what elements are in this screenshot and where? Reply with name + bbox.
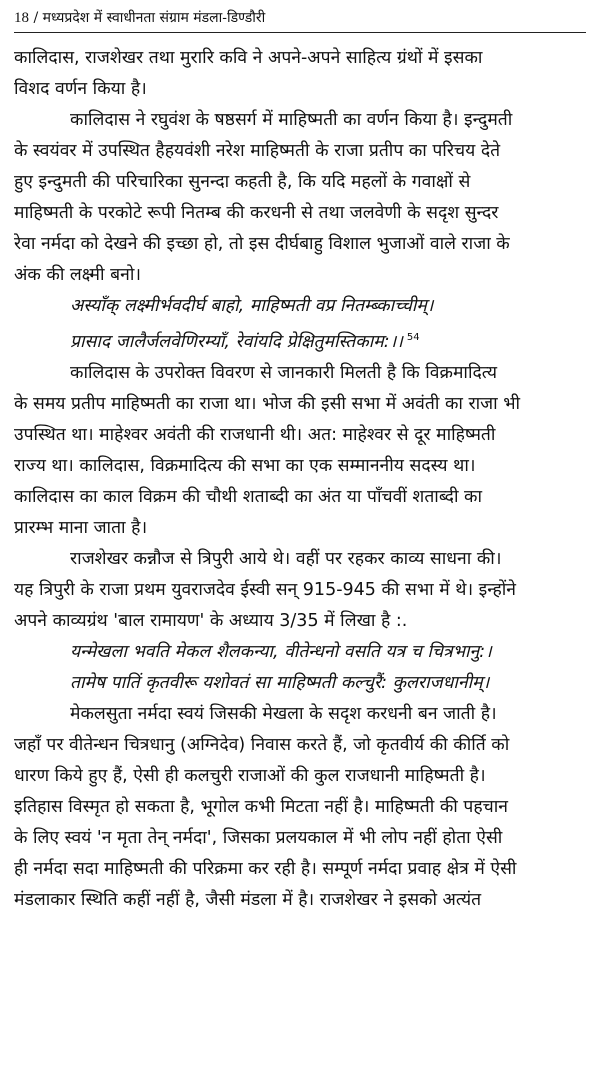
text-line [14,389,586,420]
header-separator: / [29,10,43,26]
text-line [14,823,586,854]
line-text: कालिदास ने रघुवंश के षष्ठसर्ग में माहिष्मती का वर्णन किया है। इन्दुमती [70,110,513,130]
text-line [14,358,586,389]
line-text: यह त्रिपुरी के राजा प्रथम युवराजदेव ईस्वी सन् 915-945 की सभा में थे। इन्होंने [14,579,517,600]
text-line [14,606,586,637]
paragraph-block [14,43,586,291]
line-text: कालिदास के उपरोक्त विवरण से जानकारी मिलती है कि विक्रमादित्य [70,362,498,383]
line-text: अपने काव्यग्रंथ 'बाल रामायण' के अध्याय 3/35 में लिखा है :. [14,610,408,631]
line-text: के समय प्रतीप माहिष्मती का राजा था। भोज की इसी सभा में अवंती का राजा भी [14,393,521,414]
text-line [14,544,586,575]
line-text: रेवा नर्मदा को देखने की इच्छा हो, तो इस दीर्घबाहु विशाल भुजाओं वाले राजा के [14,234,510,254]
line-text: राजशेखर कन्नौज से त्रिपुरी आये थे। वहीं पर रहकर काव्य साधना की। [70,548,502,569]
text-line [14,260,586,291]
line-text: धारण किये हुए हैं, ऐसी ही कलचुरी राजाओं की कुल राजधानी माहिष्मती है। [14,765,486,786]
running-title: मध्यप्रदेश में स्वाधीनता संग्राम मंडला-डिण्डौरी [42,10,266,26]
line-text: मेकलसुता नर्मदा स्वयं जिसकी मेखला के सदृश करधनी बन जाती है। [70,703,497,724]
text-line [14,513,586,544]
line-text: ही नर्मदा सदा माहिष्मती की परिक्रमा कर रही है। सम्पूर्ण नर्मदा प्रवाह क्षेत्र में ऐसी [14,858,517,879]
line-text: हुए इन्दुमती की परिचारिका सुनन्दा कहती है, कि यदि महलों के गवाक्षों से [14,172,471,192]
text-line [14,74,586,105]
text-line [14,699,586,730]
text-line [14,451,586,482]
page-number: 18 [14,10,29,26]
line-text: इतिहास विस्मृत हो सकता है, भूगोल कभी मिटता नहीं है। माहिष्मती की पहचान [14,796,508,817]
line-text: यन्मेखला भवति मेकल शैलकन्या, वीतेन्धनो वसति यत्र च चित्रभानु:। [70,641,492,662]
line-text: प्रारम्भ माना जाता है। [14,517,148,538]
verse-line [14,322,586,358]
text-line [14,761,586,792]
text-line [14,198,586,229]
paragraph-block [14,699,586,916]
text-line [14,229,586,260]
footnote-marker: 54 [406,332,420,343]
verse-line [14,668,586,699]
text-line [14,575,586,606]
text-line [14,167,586,198]
line-text: प्रासाद जालैर्जलवेणिरम्याँ, रेवांयदि प्रेक्षितुमस्तिकाम:।। [70,331,403,352]
line-text: जहाँ पर वीतेन्धन चित्रधानु (अग्निदेव) निवास करते हैं, जो कृतवीर्य की कीर्ति को [14,734,510,755]
line-text: विशद वर्णन किया है। [14,79,147,99]
sanskrit-verse [14,291,586,358]
verse-line [14,291,586,322]
line-text: अस्याँक् लक्ष्मीर्भवदीर्घ बाहो, माहिष्मती वप्र नितम्ब्काच्चीम्। [70,296,434,316]
text-line [14,854,586,885]
line-text: के स्वयंवर में उपस्थित हैहयवंशी नरेश माहिष्मती के राजा प्रतीप का परिचय देते [14,141,501,161]
line-text: उपस्थित था। माहेश्वर अवंती की राजधानी थी। अत: माहेश्वर से दूर माहिष्मती [14,424,496,445]
line-text: तामेष पातिं कृतवीरू यशोवतं सा माहिष्मती कल्चुरैं: कुलराजधानीम्। [70,672,490,693]
text-line [14,136,586,167]
text-line [14,792,586,823]
line-text: कालिदास, राजशेखर तथा मुरारि कवि ने अपने-अपने साहित्य ग्रंथों में इसका [14,48,483,68]
sanskrit-verse [14,637,586,699]
line-text: माहिष्मती के परकोटे रूपी नितम्ब की करधनी से तथा जलवेणी के सदृश सुन्दर [14,203,499,223]
line-text: मंडलाकार स्थिति कहीं नहीं है, जैसी मंडला में है। राजशेखर ने इसको अत्यंत [14,889,482,910]
line-text: के लिए स्वयं 'न मृता तेन् नर्मदा', जिसका प्रलयकाल में भी लोप नहीं होता ऐसी [14,827,503,848]
text-line [14,43,586,74]
text-line [14,730,586,761]
verse-line [14,637,586,668]
line-text: कालिदास का काल विक्रम की चौथी शताब्दी का अंत या पाँचवीं शताब्दी का [14,486,483,507]
paragraph-block [14,358,586,637]
running-header [14,8,586,33]
line-text: राज्य था। कालिदास, विक्रमादित्य की सभा का एक सम्माननीय सदस्य था। [14,455,476,476]
text-line [14,885,586,916]
text-line [14,420,586,451]
text-line [14,482,586,513]
text-line [14,105,586,136]
line-text: अंक की लक्ष्मी बनो। [14,265,141,285]
body-text [14,43,586,916]
